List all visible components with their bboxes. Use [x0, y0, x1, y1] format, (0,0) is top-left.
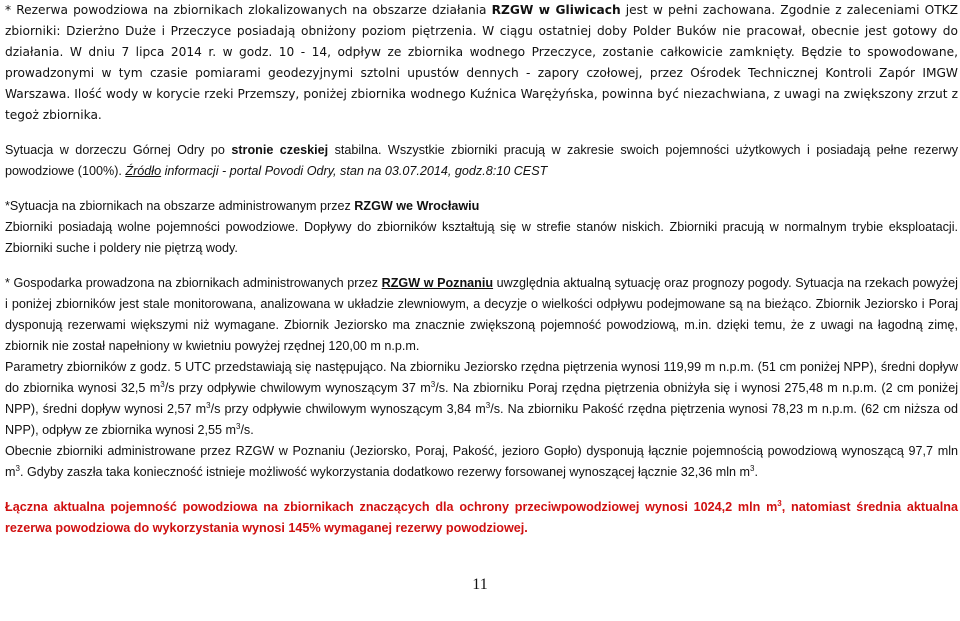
text-run: Łączna aktualna pojemność powodziowa na zbiornikach znaczących dla ochrony przeciwpowodziowej wynosi 1024,2 mln m	[5, 500, 778, 514]
poznan-paragraph	[5, 273, 958, 357]
wroclaw-heading	[5, 196, 958, 217]
summary-paragraph	[5, 497, 958, 539]
superscript: 3	[430, 379, 436, 389]
text-run: Sytuacja w dorzeczu Górnej Odry po	[5, 143, 232, 157]
spacer	[5, 182, 958, 196]
superscript: 3	[160, 379, 165, 389]
text-run: /s. Na zbiorniku Pakość rzędna piętrzenia wynosi 78,23 m n.p.m. (62 cm niższa od NPP), odpływ ze zbiornika wynosi 2,55 m	[5, 402, 958, 437]
source-text: informacji - portal Povodi Odry, stan na 03.07.2014, godz.8:10 CEST	[161, 164, 548, 178]
spacer	[5, 126, 958, 140]
text-run: uwzględnia aktualną sytuację oraz prognozy pogody. Sytuacja na rzekach powyżej i poniżej zbiorników jest stale monitorowana, analizowana w układzie zlewniowym, a decyzje o wielkości odpływu podejmowane są na bieżąco. Zbiornik Jeziorsko i Poraj dysponują rezerwami większymi niż wymagane. Zbiornik Jeziorsko ma znacznie zwiększoną pojemność powodziową, m.in. dzięki temu, że z uwagi na łagodną zimę, zbiornik nie został napełniony w kwietniu powyżej rzędnej 120,00 m n.p.m.	[5, 276, 958, 353]
rzgw-poznan-label: RZGW w Poznaniu	[381, 276, 494, 290]
rzgw-gliwice-label: RZGW w Gliwicach	[491, 3, 621, 17]
superscript: 3	[777, 498, 782, 508]
superscript: 3	[206, 400, 211, 410]
text-run: .	[754, 465, 758, 479]
text-run: /s przy odpływie chwilowym wynoszącym 3,84 m	[210, 402, 486, 416]
text-run: jest w pełni zachowana. Zgodnie z zaleceniami OTKZ zbiorniki: Dzierżno Duże i Przeczyce posiadają obniżony poziom piętrzenia. W ciągu ostatniej doby Polder Buków nie pracował, obecnie jest gotowy do działania. W dniu 7 lipca 2014 r. w godz. 10 - 14, odpływ ze zbiornika wodnego Przeczyce, zostanie całkowicie zamknięty. Będzie to spowodowane, prowadzonymi w tym czasie pomiarami geodezyjnymi sztolni upustów dennych - zapory czołowej, przez Ośrodek Technicznej Kontroli Zapór IMGW Warszawa. Ilość wody w korycie rzeki Przemszy, poniżej zbiornika wodnego Kuźnica Warężyńska, powinna być niezachwiana, z uwagi na zwiększony zrzut z tegoż zbiornika.	[5, 3, 959, 122]
gliwice-paragraph	[5, 0, 958, 126]
poznan-capacity-paragraph	[5, 441, 958, 483]
source-label: Źródło	[125, 164, 162, 178]
rzgw-wroclaw-label: RZGW we Wrocławiu	[354, 199, 480, 213]
czech-side-label: stronie czeskiej	[231, 143, 329, 157]
spacer	[5, 259, 958, 273]
spacer	[5, 483, 958, 497]
text-run: Obecnie zbiorniki administrowane przez RZGW w Poznaniu (Jeziorsko, Poraj, Pakość, jezioro Gopło) dysponują łącznie pojemnością powodziową wynoszącą 97,7 mln m	[5, 444, 958, 479]
text-run: , natomiast średnia aktualna rezerwa powodziowa do wykorzystania wynosi 145% wymaganej rezerwy powodziowej.	[5, 500, 958, 535]
superscript: 3	[750, 463, 755, 473]
superscript: 3	[15, 463, 20, 473]
text-run: Parametry zbiorników z godz. 5 UTC przedstawiają się następująco. Na zbiorniku Jeziorsko rzędna piętrzenia wynosi 119,99 m n.p.m. (51 cm poniżej NPP), średni dopływ do zbiornika wynosi 32,5 m	[5, 360, 958, 395]
text-run: Zbiorniki posiadają wolne pojemności powodziowe. Dopływy do zbiorników kształtują się w strefie stanów niskich. Zbiorniki pracują w normalnym trybie eksploatacji. Zbiorniki suche i poldery nie piętrzą wody.	[5, 220, 958, 255]
text-run: stabilna. Wszystkie zbiorniki pracują w zakresie swoich pojemności użytkowych i posiadają pełne rezerwy powodziowe (100%).	[5, 143, 959, 178]
upper-odra-paragraph	[5, 140, 958, 182]
text-run: /s przy odpływie chwilowym wynoszącym 37 m	[164, 381, 431, 395]
document-page	[5, 0, 958, 539]
reservoir-parameters	[5, 357, 958, 441]
text-run: * Gospodarka prowadzona na zbiornikach administrowanych przez	[5, 276, 382, 290]
text-run: . Gdyby zaszła taka konieczność istnieje możliwość wykorzystania dodatkowo rezerwy forsowanej wynoszącej łącznie 32,36 mln m	[19, 465, 751, 479]
superscript: 3	[235, 421, 241, 431]
text-run: * Rezerwa powodziowa na zbiornikach zlokalizowanych na obszarze działania	[5, 3, 492, 17]
wroclaw-paragraph	[5, 217, 958, 259]
text-run: /s. Na zbiorniku Poraj rzędna piętrzenia obniżyła się i wynosi 275,48 m n.p.m. (2 cm poniżej NPP), średni dopływ wynosi 2,57 m	[5, 381, 958, 416]
superscript: 3	[485, 400, 491, 410]
text-run: *Sytuacja na zbiornikach na obszarze administrowanym przez	[5, 199, 355, 213]
page-number: 11	[472, 576, 488, 593]
text-run: /s.	[240, 423, 254, 437]
